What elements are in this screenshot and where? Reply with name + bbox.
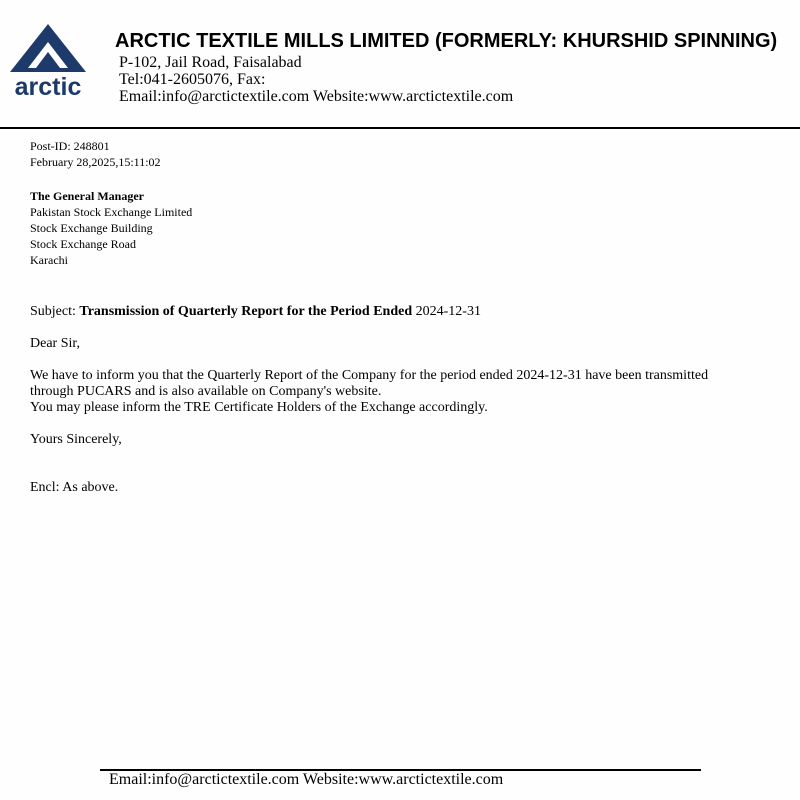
company-address: P-102, Jail Road, Faisalabad [119, 54, 302, 71]
body-line: You may please inform the TRE Certificate Holders of the Exchange accordingly. [30, 400, 488, 415]
recipient-line: Stock Exchange Building [30, 221, 153, 235]
header-divider [0, 127, 800, 129]
subject-line [30, 304, 481, 320]
recipient-line: Karachi [30, 253, 68, 267]
salutation: Dear Sir, [30, 336, 80, 351]
subject-label: Subject: [30, 304, 80, 319]
footer-contact: Email:info@arctictextile.com Website:www.arctictextile.com [109, 771, 504, 788]
post-datetime: February 28,2025,15:11:02 [30, 155, 161, 169]
logo-text: arctic [14, 73, 82, 101]
recipient-line: Pakistan Stock Exchange Limited [30, 205, 193, 219]
recipient-title: The General Manager [30, 189, 144, 203]
enclosure: Encl: As above. [30, 480, 119, 495]
closing: Yours Sincerely, [30, 432, 122, 447]
body-line: through PUCARS and is also available on Company's website. [30, 384, 382, 399]
recipient-line: Stock Exchange Road [30, 237, 136, 251]
company-contact: Email:info@arctictextile.com Website:www.arctictextile.com [119, 88, 514, 105]
subject-title: Transmission of Quarterly Report for the Period Ended [79, 304, 413, 319]
company-phone: Tel:041-2605076, Fax: [119, 71, 266, 88]
post-id: Post-ID: 248801 [30, 139, 110, 153]
company-name: ARCTIC TEXTILE MILLS LIMITED (FORMERLY: KHURSHID SPINNING) [115, 30, 778, 52]
subject-date: 2024-12-31 [412, 304, 481, 319]
body-line: We have to inform you that the Quarterly Report of the Company for the period ended 2024-12-31 have been transmitted [30, 368, 709, 383]
